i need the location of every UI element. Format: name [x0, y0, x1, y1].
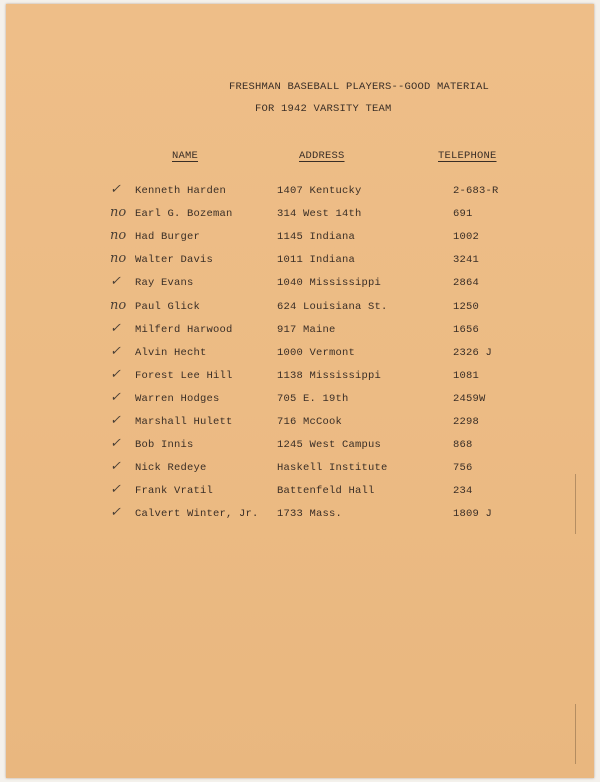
handwritten-mark: ✓: [110, 505, 121, 521]
player-name: Marshall Hulett: [135, 416, 233, 428]
handwritten-mark: ✓: [110, 274, 121, 290]
header-telephone: TELEPHONE: [438, 150, 497, 162]
player-name: Alvin Hecht: [135, 346, 207, 359]
player-name: Bob Innis: [135, 439, 194, 452]
player-address: 716 McCook: [277, 416, 343, 428]
player-address: 1245 West Campus: [277, 439, 382, 452]
player-name: Milferd Harwood: [135, 323, 233, 336]
player-address: 705 E. 19th: [277, 392, 349, 405]
table-row: [6, 482, 594, 505]
player-telephone: 2326 J: [453, 346, 493, 359]
table-row: [6, 251, 594, 274]
handwritten-mark: ✓: [110, 343, 121, 359]
player-name: Frank Vratil: [135, 485, 214, 498]
handwritten-mark: ✓: [110, 320, 121, 336]
player-telephone: 2-683-R: [453, 185, 499, 197]
player-telephone: 1002: [453, 231, 480, 244]
player-telephone: 234: [453, 485, 473, 498]
table-row: [6, 343, 594, 367]
player-name: Had Burger: [135, 231, 201, 244]
table-row: [6, 228, 594, 251]
player-name: Ray Evans: [135, 277, 194, 290]
title-line-2: FOR 1942 VARSITY TEAM: [255, 103, 392, 115]
handwritten-mark: ✓: [110, 366, 121, 382]
player-telephone: 2864: [453, 277, 480, 290]
player-address: 1040 Mississippi: [277, 277, 382, 290]
player-address: 1733 Mass.: [277, 508, 343, 521]
table-row: [6, 297, 594, 321]
player-telephone: 691: [453, 208, 473, 221]
handwritten-mark: no: [110, 205, 127, 221]
player-telephone: 1081: [453, 369, 480, 382]
handwritten-mark: ✓: [110, 413, 121, 428]
handwritten-mark: ✓: [110, 482, 121, 498]
player-address: 1138 Mississippi: [277, 369, 382, 382]
player-name: Kenneth Harden: [135, 185, 227, 197]
handwritten-mark: no: [110, 251, 127, 267]
handwritten-mark: ✓: [110, 436, 121, 452]
player-address: Battenfeld Hall: [277, 485, 375, 498]
player-telephone: 1656: [453, 323, 480, 336]
player-address: 314 West 14th: [277, 208, 362, 221]
title-line-1: FRESHMAN BASEBALL PLAYERS--GOOD MATERIAL: [229, 81, 490, 93]
player-address: 1407 Kentucky: [277, 185, 362, 197]
handwritten-mark: ✓: [110, 389, 121, 405]
table-row: [6, 320, 594, 344]
player-name: Forest Lee Hill: [135, 369, 233, 382]
player-telephone: 3241: [453, 254, 480, 267]
player-name: Walter Davis: [135, 254, 214, 267]
table-row: [6, 389, 594, 413]
handwritten-mark: ✓: [110, 459, 121, 475]
table-row: [6, 413, 594, 436]
player-telephone: 1809 J: [453, 508, 493, 521]
handwritten-mark: ✓: [110, 182, 121, 197]
player-address: Haskell Institute: [277, 462, 388, 475]
table-row: [6, 505, 594, 528]
table-row: [6, 205, 594, 228]
player-address: 1000 Vermont: [277, 346, 356, 359]
player-telephone: 2459W: [453, 392, 486, 405]
player-address: 1011 Indiana: [277, 254, 356, 267]
table-row: [6, 436, 594, 459]
player-name: Paul Glick: [135, 300, 201, 313]
player-address: 624 Louisiana St.: [277, 300, 388, 313]
player-name: Nick Redeye: [135, 462, 207, 475]
page-edge-mark: [575, 474, 576, 534]
table-row: [6, 182, 594, 205]
table-row: [6, 274, 594, 297]
player-telephone: 756: [453, 462, 473, 475]
table-row: [6, 366, 594, 390]
table-row: [6, 459, 594, 482]
player-telephone: 1250: [453, 300, 480, 313]
player-address: 1145 Indiana: [277, 231, 356, 244]
player-name: Earl G. Bozeman: [135, 208, 233, 221]
player-address: 917 Maine: [277, 323, 336, 336]
header-address: ADDRESS: [299, 150, 345, 162]
header-name: NAME: [172, 150, 199, 162]
handwritten-mark: no: [110, 297, 127, 313]
player-telephone: 2298: [453, 416, 480, 428]
player-telephone: 868: [453, 439, 473, 452]
page-edge-mark-lower: [575, 704, 576, 764]
player-name: Calvert Winter, Jr.: [135, 508, 259, 521]
document-page: [6, 4, 594, 778]
player-name: Warren Hodges: [135, 392, 220, 405]
handwritten-mark: no: [110, 228, 127, 244]
